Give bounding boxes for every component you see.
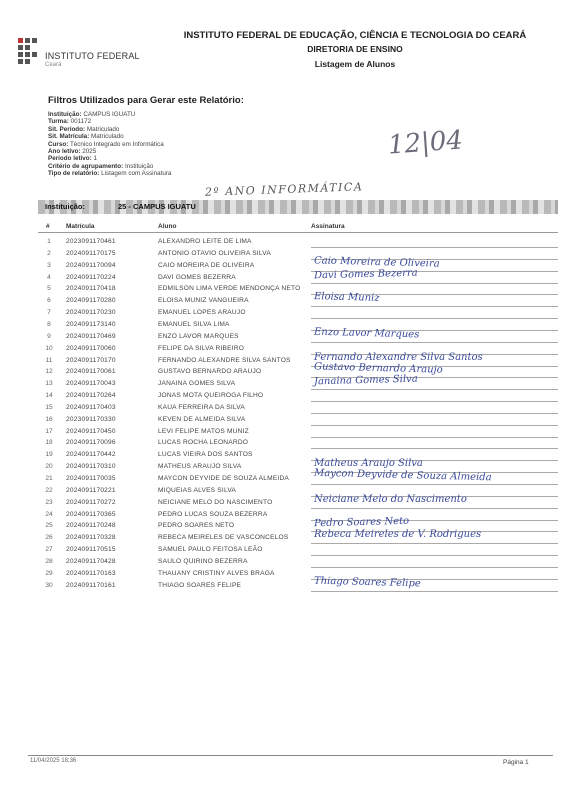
filter-line [48,133,171,140]
row-matricula: 2024091170061 [66,368,116,376]
row-student-name: LUCAS ROCHA LEONARDO [158,439,249,447]
row-matricula: 2024091170035 [66,475,116,482]
row-number: 23 [45,498,53,506]
row-student-name: PEDRO LUCAS SOUZA BEZERRA [158,510,268,518]
row-number: 13 [45,380,53,388]
table-row [38,414,558,426]
row-number: 5 [47,285,51,293]
table-row [38,509,558,521]
handwritten-signature: Neiciane Melo do Nascimento [314,493,467,505]
row-matricula: 2024091170163 [66,569,116,577]
table-row [38,248,558,260]
row-number: 10 [45,344,53,352]
table-row [38,361,558,378]
table-row [38,437,558,449]
row-number: 1 [47,238,51,245]
row-matricula: 2024091170248 [66,522,116,530]
row-number: 15 [45,403,53,411]
signature-line [311,591,558,592]
row-student-name: SAULO QUIRINO BEZERRA [158,557,248,565]
row-matricula: 2024091170428 [66,557,116,565]
table-row [38,236,558,248]
filter-value: CAMPUS IGUATU [83,111,136,118]
row-matricula: 2024091170221 [66,486,116,494]
row-student-name: EDMILSON LIMA VERDE MENDONÇA NETO [158,285,301,293]
row-matricula: 2024091170450 [66,427,116,435]
logo-subtitle: Ceará [45,62,62,68]
filters-title: Filtros Utilizados para Gerar este Relatório: [48,95,244,106]
institution-logo [18,38,158,74]
filter-label: Período letivo: [48,155,92,163]
row-number: 20 [45,463,53,471]
row-matricula: 2024091170094 [66,261,116,269]
filter-label: Instituição: [48,111,82,118]
row-number: 26 [45,534,53,542]
footer-datetime: 11/04/2025 18:36 [30,758,77,764]
filter-value: 1 [93,155,97,163]
filter-line [48,111,171,118]
row-matricula: 2024091170161 [66,581,116,589]
filter-line [48,155,171,162]
filter-value: 2025 [82,148,97,156]
row-student-name: ELOISA MUNIZ VANGUEIRA [158,297,249,305]
row-student-name: EMANUEL SILVA LIMA [158,320,230,328]
row-student-name: DAVI GOMES BEZERRA [158,273,236,281]
row-number: 7 [47,309,51,317]
institution-band-label: Instituição: [45,202,86,211]
row-student-name: MAYCON DEYVIDE DE SOUZA ALMEIDA [158,475,290,482]
footer-divider [28,755,553,756]
row-student-name: PEDRO SOARES NETO [158,522,235,530]
table-row [38,493,558,509]
filter-label: Tipo de relatório: [48,170,100,178]
handwritten-signature: Davi Gomes Bezerra [313,267,418,281]
row-student-name: FERNANDO ALEXANDRE SILVA SANTOS [158,356,291,364]
row-number: 30 [45,581,53,589]
row-student-name: MATHEUS ARAUJO SILVA [158,463,242,471]
handwritten-signature: Rebeca Meireles de V. Rodrigues [314,529,482,541]
row-number: 22 [45,486,53,494]
row-number: 27 [45,546,53,554]
handwritten-signature: Enzo Lavor Marques [313,326,420,341]
filter-value: Listagem com Assinatura [101,170,172,178]
row-matricula: 2024091170264 [66,392,116,400]
row-student-name: LUCAS VIEIRA DOS SANTOS [158,451,253,459]
filter-value: Técnico Integrado em Informática [69,140,164,148]
row-number: 21 [45,475,53,482]
row-matricula: 2024091170515 [66,546,116,554]
row-student-name: EMANUEL LOPES ARAUJO [158,309,246,317]
row-matricula: 2023091170330 [66,415,116,423]
table-row [38,373,558,390]
row-number: 8 [47,320,51,328]
filter-label: Sit. Período: [48,125,86,133]
col-header-number: # [46,223,50,230]
table-row [38,449,558,461]
table-row [38,426,558,438]
filter-value: 001172 [70,118,92,126]
table-row [38,255,558,272]
row-number: 29 [45,569,53,577]
row-number: 2 [47,249,51,257]
row-student-name: THIAGO SOARES FELIPE [158,581,242,589]
row-matricula: 2024091170469 [66,332,116,340]
table-row [38,402,558,414]
table-row [38,390,558,402]
filter-line [48,118,171,125]
row-matricula: 2024091173140 [66,320,116,328]
row-number: 24 [45,510,53,518]
row-matricula: 2024091170418 [66,285,116,293]
row-matricula: 2024091170272 [66,498,116,506]
institution-band [38,200,558,214]
row-student-name: MIQUEIAS ALVES SILVA [158,486,237,494]
table-row [38,319,558,331]
report-institution-title: INSTITUTO FEDERAL DE EDUCAÇÃO, CIÊNCIA E TECNOLOGIA DO CEARÁ [183,30,527,41]
handwritten-course-note: 2º ANO INFORMÁTICA [204,180,364,199]
row-number: 19 [45,451,53,459]
row-student-name: KEVEN DE ALMEIDA SILVA [158,415,246,423]
row-matricula: 2024091170310 [66,463,116,471]
row-matricula: 2024091170096 [66,439,116,447]
row-number: 17 [45,427,53,435]
filter-label: Critério de agrupamento: [48,162,124,170]
table-row [38,291,558,307]
row-student-name: THAUANY CRISTINY ALVES BRAGA [158,569,275,577]
row-number: 12 [45,368,53,376]
logo-icon [18,38,40,72]
row-student-name: LEVI FELIPE MATOS MUNIZ [158,427,249,435]
row-student-name: KAUA FERREIRA DA SILVA [158,403,245,411]
table-row [38,575,558,592]
table-row [38,556,558,568]
row-student-name: REBECA MEIRELES DE VASCONCELOS [158,534,289,542]
col-header-matricula: Matrícula [66,223,95,230]
table-row [38,485,558,497]
row-matricula: 2024091170224 [66,273,116,281]
row-student-name: SAMUEL PAULO FEITOSA LEÃO [158,546,263,554]
filter-label: Ano letivo: [48,148,81,156]
row-student-name: ENZO LAVOR MARQUES [158,332,239,340]
handwritten-signature: Eloisa Muniz [313,291,380,305]
row-matricula: 2024091170403 [66,403,116,411]
filter-line [48,170,171,177]
filter-value: Instituição [124,162,154,170]
row-student-name: NEICIANE MELO DO NASCIMENTO [158,498,273,506]
report-subtitle: Listagem de Alunos [314,59,396,69]
filter-line [48,163,171,170]
footer-page: Página 1 [503,759,529,766]
handwritten-signature: Janaina Gomes Silva [313,373,418,388]
handwritten-signature: Caio Moreira de Oliveira [313,255,440,270]
row-matricula: 2024091170043 [66,380,116,388]
col-header-assinatura: Assinatura [311,223,345,230]
row-student-name: JONAS MOTA QUEIROGA FILHO [158,392,264,400]
row-student-name: GUSTAVO BERNARDO ARAUJO [158,368,262,376]
row-matricula: 2024091170328 [66,534,116,542]
table-row [38,326,558,343]
row-number: 18 [45,439,53,447]
row-student-name: ANTONIO OTAVIO OLIVEIRA SILVA [158,249,271,257]
report-directorate: DIRETORIA DE ENSINO [307,44,403,54]
row-number: 28 [45,557,53,565]
handwritten-signature: Matheus Araujo Silva [314,458,423,470]
filter-label: Curso: [48,140,69,148]
filter-label: Sit. Matrícula: [48,133,90,141]
col-header-aluno: Aluno [158,223,177,230]
row-matricula: 2024091170365 [66,510,116,518]
row-matricula: 2023091170461 [66,238,116,245]
handwritten-signature: Thiago Soares Felipe [313,575,421,590]
table-row [38,529,558,544]
row-student-name: ALEXANDRO LEITE DE LIMA [158,238,252,245]
filter-line [48,126,171,133]
row-number: 6 [47,297,51,305]
logo-name: INSTITUTO FEDERAL [45,51,140,61]
handwritten-signature: Fernando Alexandre Silva Santos [314,351,483,363]
row-student-name: CAIO MOREIRA DE OLIVEIRA [158,261,255,269]
row-number: 25 [45,522,53,530]
table-row [38,568,558,580]
filters-list [48,111,171,178]
row-matricula: 2024091170060 [66,344,116,352]
row-matricula: 2024091170442 [66,451,116,459]
institution-band-value: 25 - CAMPUS IGUATU [118,202,196,211]
table-row [38,307,558,319]
row-number: 9 [47,332,51,340]
filter-label: Turma: [48,118,69,126]
row-matricula: 2024091170175 [66,249,116,257]
table-row [38,351,558,367]
row-matricula: 2024091170230 [66,309,116,317]
handwritten-signature: Maycon Deyvide de Souza Almeida [313,467,492,484]
row-number: 4 [47,273,51,281]
row-number: 16 [45,415,53,423]
handwritten-signature: Gustavo Bernardo Araujo [313,361,443,377]
table-header-divider [38,232,558,233]
row-number: 11 [45,356,53,364]
table-row [38,267,558,284]
filter-value: Matriculado [86,125,120,133]
row-student-name: JANAINA GOMES SILVA [158,380,236,388]
row-student-name: FELIPE DA SILVA RIBEIRO [158,344,245,352]
table-row [38,283,558,295]
filter-line [48,148,171,155]
row-number: 3 [47,261,51,269]
handwritten-class-number: 12|04 [387,125,464,161]
handwritten-signature: Pedro Soares Neto [313,516,410,530]
filter-value: Matriculado [91,133,124,141]
row-matricula: 2024091170280 [66,297,116,305]
filter-line [48,141,171,148]
row-number: 14 [45,392,53,400]
row-matricula: 2024091170170 [66,356,116,364]
table-row [38,544,558,556]
